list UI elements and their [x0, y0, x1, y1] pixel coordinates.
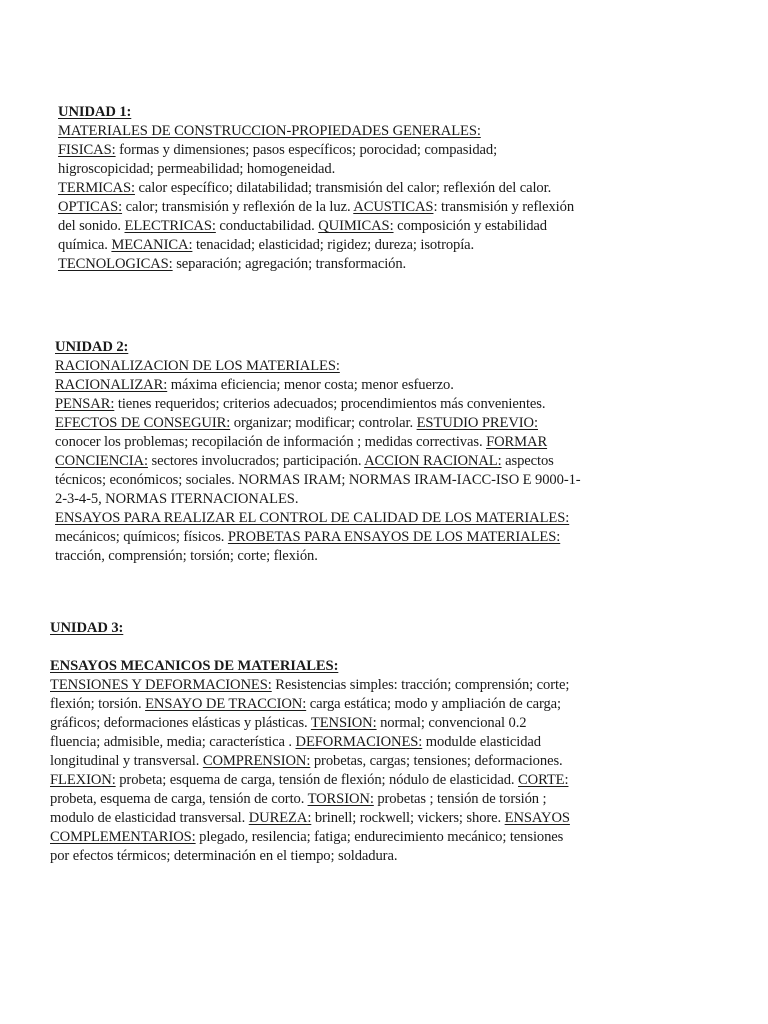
text-line: [55, 471, 581, 490]
text-segment: carga estática; modo y ampliación de carga;: [306, 696, 561, 712]
text-line: [58, 198, 574, 217]
text-line: [55, 357, 340, 376]
text-line: [55, 528, 560, 547]
text-line: [58, 160, 335, 179]
text-segment: tienes requeridos; criterios adecuados; procendimientos más convenientes.: [114, 396, 546, 412]
text-segment: flexión; torsión.: [50, 696, 146, 712]
text-line: [55, 547, 318, 566]
text-segment: higroscopicidad; permeabilidad; homogeneidad.: [58, 161, 336, 177]
text-segment: aspectos: [501, 453, 554, 469]
unit-heading-line: [58, 103, 131, 122]
text-line: [50, 695, 561, 714]
underlined-term: ENSAYO DE TRACCION:: [145, 696, 307, 712]
unit-heading-line: [50, 619, 123, 638]
underlined-term: COMPLEMENTARIOS:: [50, 829, 196, 845]
underlined-term: TENSIONES Y DEFORMACIONES:: [50, 677, 272, 693]
text-line: [55, 414, 538, 433]
text-line: [58, 255, 406, 274]
text-segment: probeta; esquema de carga, tensión de flexión; nódulo de elasticidad.: [115, 772, 519, 788]
underlined-term: FISICAS:: [58, 142, 116, 158]
text-segment: conductabilidad.: [215, 218, 319, 234]
text-segment: Resistencias simples: tracción; comprensión; corte;: [271, 677, 570, 693]
text-line: [50, 676, 569, 695]
text-segment: tenacidad; elasticidad; rigidez; dureza; isotropía.: [192, 237, 475, 253]
text-segment: organizar; modificar; controlar.: [230, 415, 417, 431]
text-segment: : transmisión y reflexión: [433, 199, 575, 215]
underlined-term: ACCION RACIONAL:: [364, 453, 502, 469]
underlined-term: CONCIENCIA:: [55, 453, 148, 469]
text-line: [50, 809, 570, 828]
text-line: [55, 490, 298, 509]
text-line: [50, 828, 563, 847]
underlined-term: RACIONALIZAR:: [55, 377, 168, 393]
text-segment: composición y estabilidad: [393, 218, 547, 234]
underlined-term: PENSAR:: [55, 396, 115, 412]
text-line: [50, 752, 563, 771]
text-line: [50, 847, 397, 866]
text-segment: normal; convencional 0.2: [376, 715, 527, 731]
text-segment: formas y dimensiones; pasos específicos; porocidad; compasidad;: [115, 142, 498, 158]
text-line: [50, 771, 568, 790]
underlined-term: OPTICAS:: [58, 199, 123, 215]
text-line: [55, 395, 545, 414]
text-line: [58, 179, 551, 198]
underlined-term: ACUSTICAS: [353, 199, 434, 215]
underlined-term: DUREZA:: [248, 810, 312, 826]
text-line: [55, 433, 547, 452]
text-segment: 2-3-4-5, NORMAS ITERNACIONALES.: [55, 491, 299, 507]
underlined-term: COMPRENSION:: [202, 753, 311, 769]
text-line: [50, 657, 338, 676]
text-segment: conocer los problemas; recopilación de información ; medidas correctivas.: [55, 434, 487, 450]
underlined-term: UNIDAD 3:: [50, 620, 124, 636]
text-segment: calor específico; dilatabilidad; transmisión del calor; reflexión del calor.: [134, 180, 552, 196]
text-line: [50, 714, 526, 733]
text-line: [55, 452, 554, 471]
text-segment: mecánicos; químicos; físicos.: [55, 529, 228, 545]
text-segment: modulde elasticidad: [422, 734, 542, 750]
underlined-term: MATERIALES DE CONSTRUCCION-PROPIEDADES GENERALES:: [58, 123, 481, 139]
underlined-term: TECNOLOGICAS:: [58, 256, 173, 272]
underlined-term: EFECTOS DE CONSEGUIR:: [55, 415, 231, 431]
underlined-term: QUIMICAS:: [318, 218, 394, 234]
text-segment: gráficos; deformaciones elásticas y plásticas.: [50, 715, 311, 731]
text-segment: separación; agregación; transformación.: [172, 256, 407, 272]
text-segment: calor; transmisión y reflexión de la luz.: [122, 199, 354, 215]
text-segment: brinell; rockwell; vickers; shore.: [311, 810, 505, 826]
text-line: [58, 122, 481, 141]
text-line: [55, 509, 569, 528]
text-line: [50, 790, 547, 809]
text-segment: plegado, resilencia; fatiga; endurecimiento mecánico; tensiones: [195, 829, 564, 845]
text-line: [50, 733, 541, 752]
underlined-term: MECANICA:: [111, 237, 193, 253]
text-line: [58, 236, 474, 255]
text-segment: modulo de elasticidad transversal.: [50, 810, 249, 826]
text-segment: sectores involucrados; participación.: [147, 453, 365, 469]
underlined-term: ENSAYOS PARA REALIZAR EL CONTROL DE CALIDAD DE LOS MATERIALES:: [55, 510, 570, 526]
underlined-term: DEFORMACIONES:: [295, 734, 423, 750]
underlined-term: PROBETAS PARA ENSAYOS DE LOS MATERIALES:: [227, 529, 561, 545]
underlined-term: ESTUDIO PREVIO:: [416, 415, 538, 431]
underlined-term: TENSION:: [310, 715, 377, 731]
text-segment: técnicos; económicos; sociales. NORMAS IRAM; NORMAS IRAM-IACC-ISO E 9000-1-: [55, 472, 581, 488]
underlined-term: ELECTRICAS:: [124, 218, 216, 234]
underlined-term: CORTE:: [518, 772, 569, 788]
text-segment: del sonido.: [58, 218, 125, 234]
text-segment: por efectos térmicos; determinación en el tiempo; soldadura.: [50, 848, 398, 864]
text-line: [58, 217, 547, 236]
text-segment: química.: [58, 237, 112, 253]
text-line: [58, 141, 497, 160]
text-segment: probetas, cargas; tensiones; deformaciones.: [310, 753, 563, 769]
text-line: [55, 376, 454, 395]
underlined-term: UNIDAD 2:: [55, 339, 129, 355]
text-segment: longitudinal y transversal.: [50, 753, 203, 769]
underlined-term: TERMICAS:: [58, 180, 135, 196]
text-segment: probeta, esquema de carga, tensión de corto.: [50, 791, 308, 807]
underlined-term: FORMAR: [486, 434, 548, 450]
text-segment: máxima eficiencia; menor costa; menor esfuerzo.: [167, 377, 454, 393]
text-segment: probetas ; tensión de torsión ;: [373, 791, 547, 807]
underlined-term: ENSAYOS MECANICOS DE MATERIALES:: [50, 658, 339, 674]
text-segment: fluencia; admisible, media; característica .: [50, 734, 296, 750]
text-segment: tracción, comprensión; torsión; corte; flexión.: [55, 548, 318, 564]
underlined-term: ENSAYOS: [504, 810, 570, 826]
underlined-term: TORSION:: [307, 791, 374, 807]
underlined-term: UNIDAD 1:: [58, 104, 132, 120]
underlined-term: FLEXION:: [50, 772, 116, 788]
unit-heading-line: [55, 338, 128, 357]
underlined-term: RACIONALIZACION DE LOS MATERIALES:: [55, 358, 340, 374]
